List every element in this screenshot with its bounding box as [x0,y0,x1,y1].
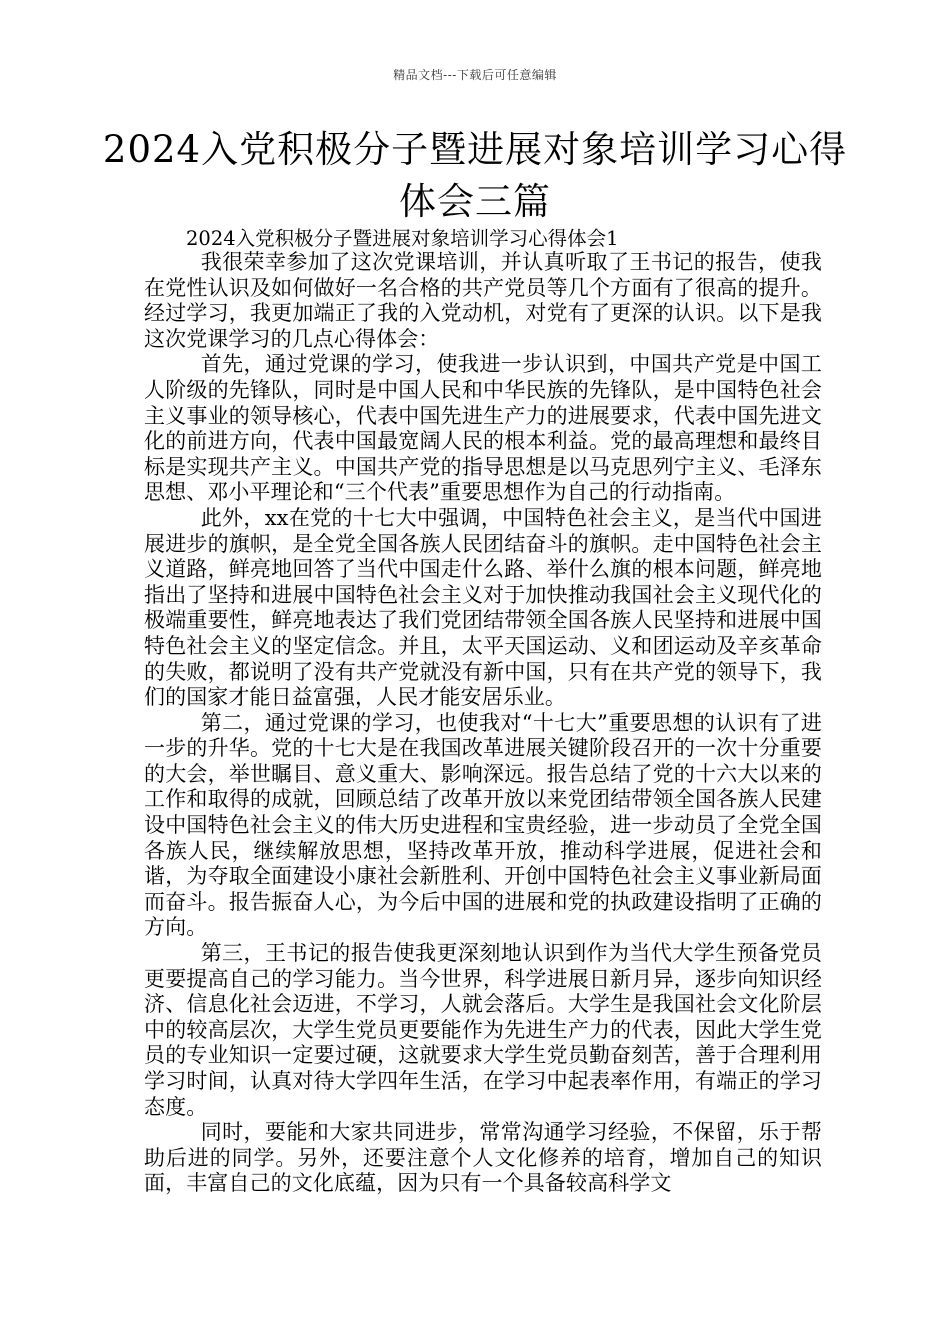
document-title: 2024入党积极分子暨进展对象培训学习心得体会三篇 [102,128,848,223]
paragraph: 第三，王书记的报告使我更深刻地认识到作为当代大学生预备党员更要提高自己的学习能力。当今世界，科学进展日新月异，逐步向知识经济、信息化社会迈进，不学习，人就会落后。大学生是我国社会文化阶层中的较高层次，大学生党员更要能作为先进生产力的代表，因此大学生党员的专业知识一定要过硬，这就要求大学生党员勤奋刻苦，善于合理利用学习时间，认真对待大学四年生活，在学习中起表率作用，有端正的学习态度。 [144,941,822,1119]
paragraph: 同时，要能和大家共同进步，常常沟通学习经验，不保留，乐于帮助后进的同学。另外，还要注意个人文化修养的培育，增加自己的知识面，丰富自己的文化底蕴，因为只有一个具备较高科学文 [144,1120,822,1196]
paragraph: 此外，xx在党的十七大中强调，中国特色社会主义，是当代中国进展进步的旗帜，是全党全国各族人民团结奋斗的旗帜。走中国特色社会主义道路，鲜亮地回答了当代中国走什么路、举什么旗的根本问题，鲜亮地指出了坚持和进展中国特色社会主义对于加快推动我国社会主义现代化的极端重要性，鲜亮地表达了我们党团结带领全国各族人民坚持和进展中国特色社会主义的坚定信念。并且，太平天国运动、义和团运动及辛亥革命的失败，都说明了没有共产党就没有新中国，只有在共产党的领导下，我们的国家才能日益富强，人民才能安居乐业。 [144,505,822,710]
paragraph: 我很荣幸参加了这次党课培训，并认真听取了王书记的报告，使我在党性认识及如何做好一名合格的共产党员等几个方面有了很高的提升。经过学习，我更加端正了我的入党动机，对党有了更深的认识。以下是我这次党课学习的几点心得体会： [144,250,822,351]
document-body [144,250,822,1197]
paragraph: 首先，通过党课的学习，使我进一步认识到，中国共产党是中国工人阶级的先锋队，同时是中国人民和中华民族的先锋队，是中国特色社会主义事业的领导核心，代表中国先进生产力的进展要求，代表中国先进文化的前进方向，代表中国最宽阔人民的根本利益。党的最高理想和最终目标是实现共产主义。中国共产党的指导思想是以马克思列宁主义、毛泽东思想、邓小平理论和“三个代表”重要思想作为自己的行动指南。 [144,352,822,505]
header-note: 精品文档---下载后可任意编辑 [393,68,557,82]
paragraph: 第二，通过党课的学习，也使我对“十七大”重要思想的认识有了进一步的升华。党的十七大是在我国改革进展关键阶段召开的一次十分重要的大会，举世瞩目、意义重大、影响深远。报告总结了党的十六大以来的工作和取得的成就，回顾总结了改革开放以来党团结带领全国各族人民建设中国特色社会主义的伟大历史进程和宝贵经验，进一步动员了全党全国各族人民，继续解放思想，坚持改革开放，推动科学进展，促进社会和谐，为夺取全面建设小康社会新胜利、开创中国特色社会主义事业新局面而奋斗。报告振奋人心，为今后中国的进展和党的执政建设指明了正确的方向。 [144,710,823,940]
section-subtitle: 2024入党积极分子暨进展对象培训学习心得体会1 [186,227,619,250]
